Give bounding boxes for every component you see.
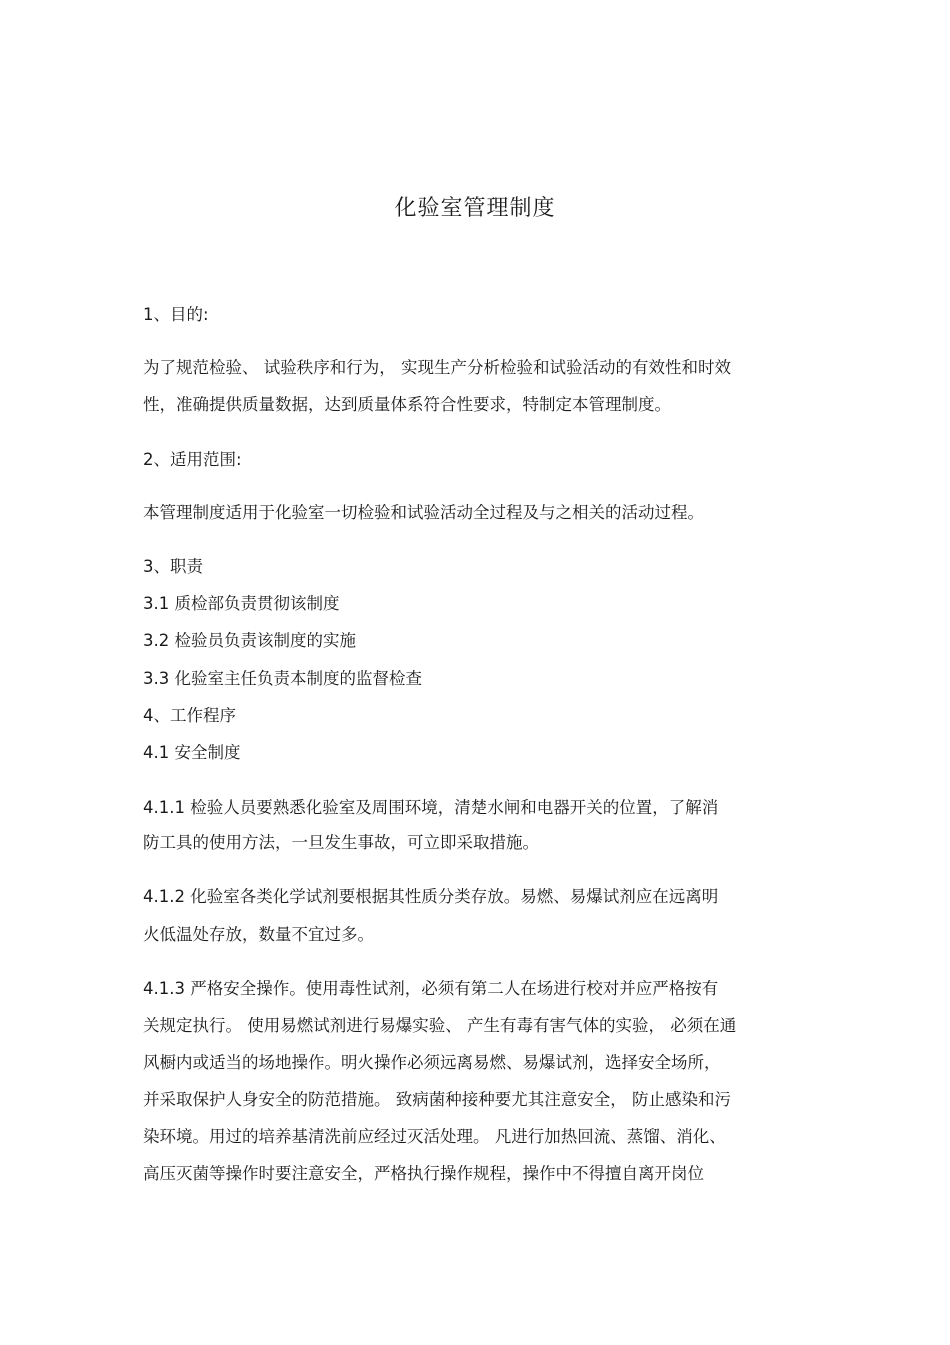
section-heading-purpose: 1、目的:: [143, 305, 209, 324]
paragraph-line: 火低温处存放，数量不宜过多。: [143, 925, 374, 944]
subsection-heading: 4.1 安全制度: [143, 743, 241, 762]
section-heading-scope: 2、适用范围:: [143, 450, 242, 469]
paragraph-line: 并采取保护人身安全的防范措施。 致病菌种接种要尤其注意安全， 防止感染和污: [143, 1090, 731, 1109]
document-title: 化验室管理制度: [394, 196, 556, 221]
paragraph-line: 本管理制度适用于化验室一切检验和试验活动全过程及与之相关的活动过程。: [143, 503, 704, 522]
list-item: 3.3 化验室主任负责本制度的监督检查: [143, 669, 422, 688]
section-heading-procedure: 4、工作程序: [143, 706, 236, 725]
paragraph-line: 4.1.2 化验室各类化学试剂要根据其性质分类存放。易燃、易爆试剂应在远离明: [143, 887, 719, 906]
section-heading-responsibilities: 3、职责: [143, 557, 203, 576]
list-item: 3.2 检验员负责该制度的实施: [143, 631, 356, 650]
paragraph-line: 风橱内或适当的场地操作。明火操作必须远离易燃、易爆试剂，选择安全场所，: [143, 1053, 721, 1072]
paragraph-line: 4.1.1 检验人员要熟悉化验室及周围环境，清楚水闸和电器开关的位置，了解消: [143, 798, 719, 817]
paragraph-line: 为了规范检验、 试验秩序和行为， 实现生产分析检验和试验活动的有效性和时效: [143, 358, 731, 377]
paragraph-line: 高压灭菌等操作时要注意安全，严格执行操作规程，操作中不得擅自离开岗位: [143, 1164, 704, 1183]
paragraph-line: 关规定执行。 使用易燃试剂进行易爆实验、 产生有毒有害气体的实验， 必须在通: [143, 1016, 737, 1035]
paragraph-line: 性，准确提供质量数据，达到质量体系符合性要求，特制定本管理制度。: [143, 395, 671, 414]
paragraph-line: 4.1.3 严格安全操作。使用毒性试剂，必须有第二人在场进行校对并应严格按有: [143, 979, 719, 998]
paragraph-line: 染环境。用过的培养基清洗前应经过灭活处理。 凡进行加热回流、蒸馏、消化、: [143, 1127, 726, 1146]
list-item: 3.1 质检部负责贯彻该制度: [143, 594, 340, 613]
paragraph-line: 防工具的使用方法，一旦发生事故，可立即采取措施。: [143, 833, 539, 852]
